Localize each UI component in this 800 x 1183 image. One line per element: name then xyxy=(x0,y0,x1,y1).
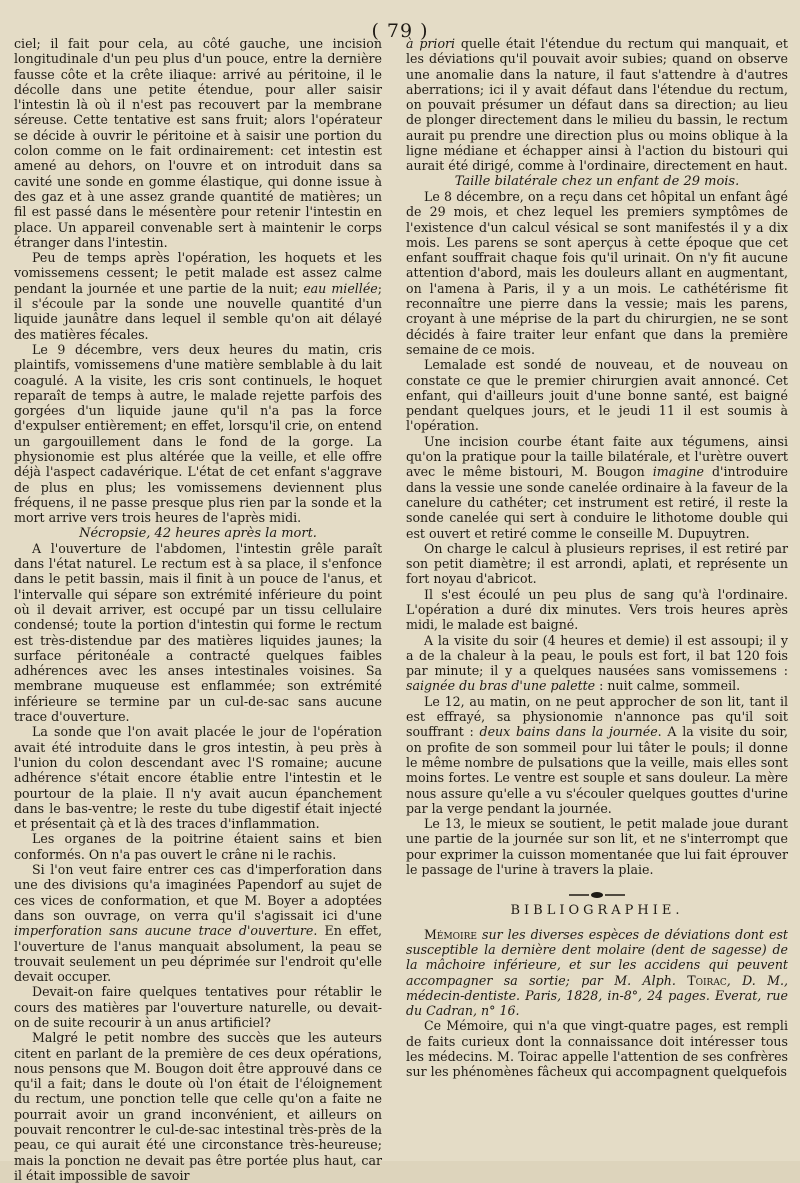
paragraph: On charge le calcul à plusieurs reprises, il est retiré par son petit diamètre; il est arrondi, aplati, et représente un fort noyau d'abricot. xyxy=(406,540,788,587)
italic-text: imperforation sans aucune trace d'ouverture xyxy=(14,923,314,939)
bibliography-entry xyxy=(406,927,788,1019)
section-heading: Nécropsie, 42 heures après la mort. xyxy=(79,525,317,541)
paragraph: Le 13, le mieux se soutient, le petit malade joue durant une partie de la journée sur son lit, et ne s'interrompt que pour exprimer la cuisson momentanée que lui fait éprouver le passage de l'urine à travers la plaie. xyxy=(406,816,788,878)
italic-text: deux bains dans la journée xyxy=(479,724,658,740)
text-run: Le 12, au matin, on ne peut approcher de son lit, tant il est effrayé, sa physionomie n'annonce pas qu'il soit souffrant : xyxy=(406,693,788,740)
paragraph: ciel; il fait pour cela, au côté gauche, une incision longitudinale d'un peu plus d'un pouce, entre la dernière fausse côte et la crête iliaque: arrivé au péritoine, il le décolle dans une petite étendue, pour aller saisir l'intestin là où il n'est pas recouvert par la membrane séreuse. Cette tentative est sans fruit; alors l'opérateur se décide à ouvrir le péritoine et à saisir une portion du colon comme on le fait ordinairement: cet intestin est amené au dehors, on l'ouvre et on introduit dans sa cavité une sonde en gomme élastique, qui donne issue à des gaz et à une assez grande quantité de matières; un fil est passé dans le mésentère pour retenir l'intestin en place. Un appareil convenable sert à maintenir le corps étranger dans l'intestin. xyxy=(14,36,382,250)
paragraph: Devait-on faire quelques tentatives pour rétablir le cours des matières par l'ouverture naturelle, ou devait-on de suite recourir à un anus artificiel? xyxy=(14,984,382,1030)
italic-text: , D. M., médecin-dentiste. Paris, 1828, in-8°, 24 pages. Everat, rue du Cadran, n° 16. xyxy=(406,972,789,1019)
paragraph: Le 9 décembre, vers deux heures du matin, cris plaintifs, vomissemens d'une matière semblable à du lait coagulé. A la visite, les cris sont continuels, le hoquet reparaît de temps à autre, le malade rejette parfois des gorgées d'un liquide jaune qu'il n'a pas la force d'expulser entièrement; en effet, lorsqu'il crie, on entend un gargouillement dans le fond de la gorge. La physionomie est plus altérée que la veille, et elle offre déjà l'aspect cadavérique. L'état de cet enfant s'aggrave de plus en plus; les vomissemens deviennent plus fréquens, il ne passe presque plus rien par la sonde et la mort arrive vers trois heures de l'après midi. xyxy=(14,341,382,526)
italic-text: eau miellée xyxy=(303,280,378,296)
text-run: . En effet, l'ouverture de l'anus manquait absolument, la peau se trouvait seulement un peu déprimée sur l'endroit qu'elle devait occuper. xyxy=(14,923,382,985)
text-run: Mémoire xyxy=(424,926,477,942)
text-run: A la visite du soir (4 heures et demie) il est assoupi; il y a de la chaleur à la peau, le pouls est fort, il bat 120 fois par minute; il y a quelques nausées sans vomissemens : xyxy=(406,632,788,679)
paragraph xyxy=(14,250,382,342)
left-column xyxy=(14,36,382,1183)
text-run: Une incision courbe étant faite aux tégumens, ainsi qu'on la pratique pour la taille bilatérale, et l'urètre ouvert avec le même bistouri, M. Bougon xyxy=(406,433,788,480)
text-run: ; il s'écoule par la sonde une nouvelle quantité d'un liquide jaunâtre dans lequel il semble qu'on ait délayé des matières fécales. xyxy=(14,280,382,342)
paragraph: Ce Mémoire, qui n'a que vingt-quatre pages, est rempli de faits curieux dont la connaissance doit intéresser tous les médecins. M. Toirac appelle l'attention de ses confrères sur les phénomènes fâcheux qui accompagnent quelquefois xyxy=(406,1018,788,1080)
text-run: Toirac xyxy=(687,972,727,988)
text-run: Peu de temps après l'opération, les hoquets et les vomissemens cessent; le petit malade est assez calme pendant la journée et une partie de la nuit; xyxy=(14,250,382,296)
paragraph xyxy=(406,633,788,694)
paragraph xyxy=(14,862,382,984)
paragraph: La sonde que l'on avait placée le jour de l'opération avait été introduite dans le gros intestin, à peu près à l'union du colon descendant avec l'S romaine; aucune adhérence s'était encore établie entre l'intestin et le pourtour de la plaie. Il n'y avait aucun épanchement dans le bas-ventre; le reste du tube digestif était injecté et présentait çà et là des traces d'inflammation. xyxy=(14,724,382,832)
italic-text: sur les diverses espèces de déviations dont est susceptible la dernière dent molaire (dent de sagesse) de la mâchoire inférieure, et sur les accidens qui peuvent accompagner sa sortie; xyxy=(406,926,788,988)
ornament-divider xyxy=(406,887,788,897)
ornament-icon xyxy=(567,891,627,899)
text-run: d'introduire dans la vessie une sonde canelée ordinaire à la faveur de la canelure du cathéter; cet instrument est retiré, il reste la sonde canelée qui sert à conduire le lithotome double qui est ouvert et retiré comme le conseille M. Dupuytren. xyxy=(406,464,788,541)
paragraph xyxy=(406,694,788,816)
right-column xyxy=(406,36,788,1080)
italic-text: saignée du bras d'une palette xyxy=(406,678,596,694)
paragraph xyxy=(406,36,788,174)
section-heading: Taille bilatérale chez un enfant de 29 mois. xyxy=(454,173,740,189)
paragraph: Malgré le petit nombre des succès que les auteurs citent en parlant de la première de ces deux opérations, nous pensons que M. Bougon doit être approuvé dans ce qu'il a fait; dans le doute où l'on était de l'éloignement du rectum, une ponction telle que celle qu'on a faite ne pourrait avoir un grand inconvénient, et ailleurs on pouvait rencontrer le cul-de-sac intestinal très-près de la peau, ce qui aurait été une circonstance très-heureuse; mais la ponction ne devait pas être portée plus haut, car il était impossible de savoir xyxy=(14,1030,382,1183)
italic-text: par M. Alph. xyxy=(581,972,688,988)
text-run: quelle était l'étendue du rectum qui manquait, et les déviations qu'il pouvait avoir subies; quand on observe une anomalie dans la nature, il faut s'attendre à d'autres aberrations; ici il y avait défaut dans l'étendue du rectum, on pouvait présumer un défaut dans sa direction; au lieu de plonger directement dans le milieu du bassin, le rectum aurait pu prendre une direction plus ou moins oblique à la ligne médiane et échapper ainsi à l'action du bistouri qui aurait été dirigé, comme à l'ordinaire, directement en haut. xyxy=(406,36,788,174)
paragraph: Le 8 décembre, on a reçu dans cet hôpital un enfant âgé de 29 mois, et chez lequel les premiers symptômes de l'existence d'un calcul vésical se sont manifestés il y a dix mois. Les parens se sont aperçus à cette époque que cet enfant souffrait chaque fois qu'il urinait. On n'y fit aucune attention d'abord, mais les douleurs allant en augmentant, on l'amena à Paris, il y a un mois. Le cathétérisme fit reconnaître une pierre dans la vessie; mais les parens, croyant à une méprise de la part du chirurgien, ne se sont décidés à faire traiter leur enfant que dans la première semaine de ce mois. xyxy=(406,188,788,357)
paragraph xyxy=(406,434,788,541)
page-number: ( 79 ) xyxy=(371,20,429,42)
paragraph: Les organes de la poitrine étaient sains et bien conformés. On n'a pas ouvert le crâne ni le rachis. xyxy=(14,831,382,862)
text-run: : nuit calme, sommeil. xyxy=(595,678,741,694)
text-run: Si l'on veut faire entrer ces cas d'imperforation dans une des divisions qu'a imaginées Papendorf au sujet de ces vices de conformation, et que M. Boyer a adoptées dans son ouvrage, on verra qu'il s'agissait ici d'une xyxy=(14,862,382,923)
paragraph: Lemalade est sondé de nouveau, et de nouveau on constate ce que le premier chirurgien avait annoncé. Cet enfant, qui d'ailleurs jouit d'une bonne santé, est baigné pendant quelques jours, et le jeudi 11 il est soumis à l'opération. xyxy=(406,357,788,434)
text-run: . A la visite du soir, on profite de son sommeil pour lui tâter le pouls; il donne le même nombre de pulsations que la veille, mais elles sont moins fortes. Le ventre est souple et sans douleur. La mère nous assure qu'elle a vu s'écouler quelques gouttes d'urine par la verge pendant la journée. xyxy=(406,724,788,816)
italic-text: imagine xyxy=(652,464,704,480)
italic-text: à priori xyxy=(406,36,456,51)
paragraph: A l'ouverture de l'abdomen, l'intestin grêle paraît dans l'état naturel. Le rectum est à sa place, il s'enfonce dans le petit bassin, mais il finit à un pouce de l'anus, et l'intervalle qui sépare son extrémité inférieure du point où il devait arriver, est occupé par un tissu cellulaire condensé; toute la portion d'intestin qui forme le rectum est très-distendue par des matières liquides jaunes; la surface péritonéale a contracté quelques faibles adhérences avec les anses intestinales voisines. Sa membrane muqueuse est enflammée; son extrémité inférieure se termine par un cul-de-sac sans aucune trace d'ouverture. xyxy=(14,540,382,725)
bibliography-heading: BIBLIOGRAPHIE. xyxy=(510,903,684,919)
paragraph: Il s'est écoulé un peu plus de sang qu'à l'ordinaire. L'opération a duré dix minutes. Vers trois heures après midi, le malade est baigné. xyxy=(406,586,788,633)
